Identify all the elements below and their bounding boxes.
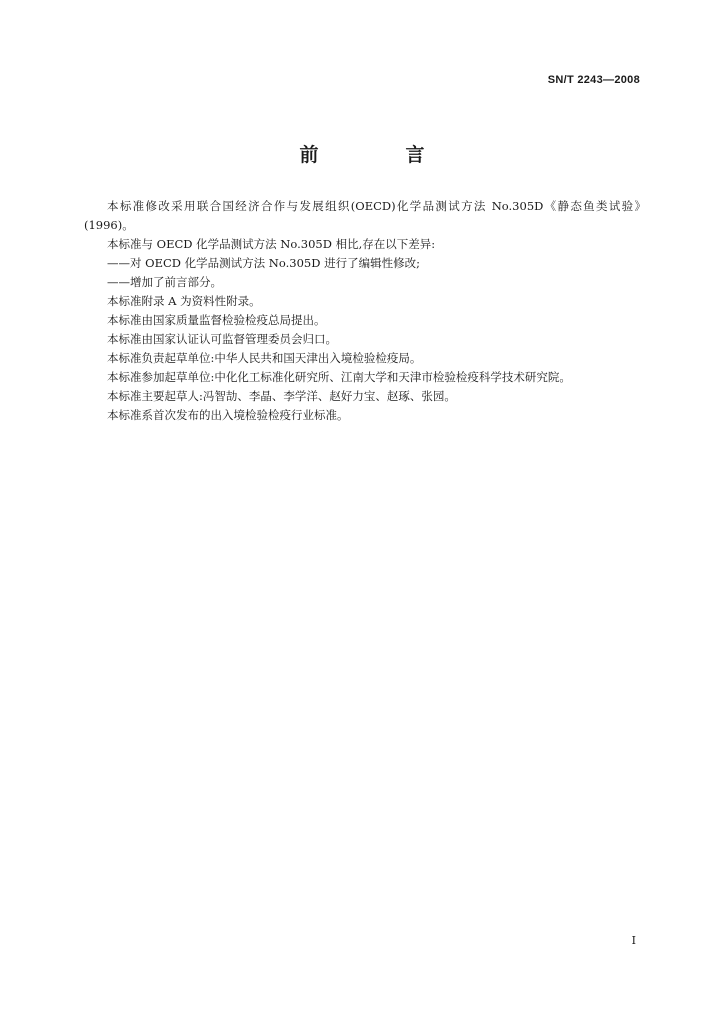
page-title: 前 言 <box>299 144 459 166</box>
paragraph-under-jurisdiction: 本标准由国家认证认可监督管理委员会归口。 <box>107 332 337 346</box>
paragraph-adoption: 本标准修改采用联合国经济合作与发展组织(OECD)化学品测试方法 No.305D《静态鱼类试验》(1996)。 <box>84 199 646 232</box>
paragraph-first-release: 本标准系首次发布的出入境检验检疫行业标准。 <box>107 408 349 422</box>
foreword-body <box>84 197 646 425</box>
paragraph-participating-drafters: 本标准参加起草单位:中化化工标准化研究所、江南大学和天津市检验检疫科学技术研究院。 <box>107 370 571 384</box>
paragraph-responsible-drafter: 本标准负责起草单位:中华人民共和国天津出入境检验检疫局。 <box>107 351 422 365</box>
paragraph-difference-item-1: ——对 OECD 化学品测试方法 No.305D 进行了编辑性修改; <box>107 256 420 270</box>
paragraph-annex: 本标准附录 A 为资料性附录。 <box>107 294 261 308</box>
page-number: I <box>631 934 636 947</box>
paragraph-difference-item-2: ——增加了前言部分。 <box>107 275 222 289</box>
paragraph-proposed-by: 本标准由国家质量监督检验检疫总局提出。 <box>107 313 326 327</box>
paragraph-main-drafters: 本标准主要起草人:冯智劼、李晶、李学洋、赵好力宝、赵琢、张园。 <box>107 389 456 403</box>
paragraph-differences: 本标准与 OECD 化学品测试方法 No.305D 相比,存在以下差异: <box>107 237 436 251</box>
standard-code: SN/T 2243—2008 <box>547 74 640 86</box>
